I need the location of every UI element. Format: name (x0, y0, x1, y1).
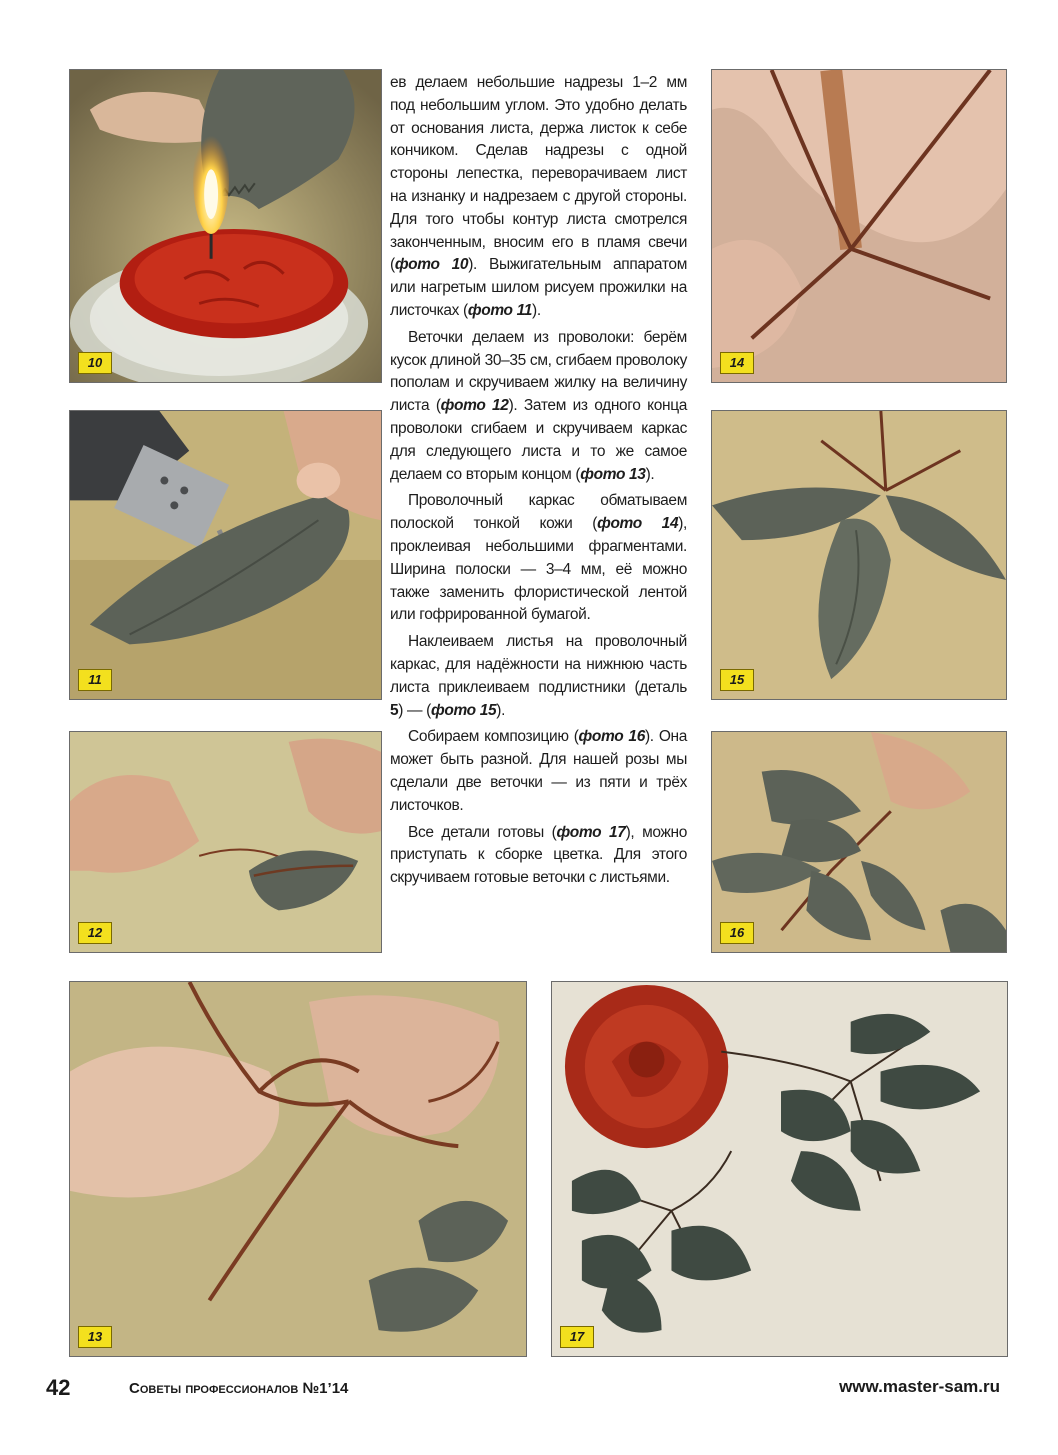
paragraph-5 (390, 726, 687, 817)
wire-frame-image (70, 982, 526, 1356)
wire-wrap-image (712, 70, 1006, 382)
photo-15 (711, 410, 1007, 700)
photo-13 (69, 981, 527, 1357)
text-run: ). Затем из одного конца проволоки сгибаем и скручиваем каркас для следующего листа и то же самое делаем со вторым концом ( (390, 397, 687, 483)
photo-12 (69, 731, 382, 953)
text-run: ). (496, 701, 506, 719)
paragraph-4 (390, 631, 687, 722)
branch-composition-image (712, 732, 1006, 952)
article-text (390, 72, 687, 894)
photo-number-badge: 16 (720, 922, 754, 944)
paragraph-1 (390, 72, 687, 323)
photo-number-badge: 15 (720, 669, 754, 691)
photo-16 (711, 731, 1007, 953)
photo-11 (69, 410, 382, 700)
photo-number-badge: 12 (78, 922, 112, 944)
photo-number-badge: 10 (78, 352, 112, 374)
burner-leaf-image (70, 411, 381, 699)
photo-number-badge: 14 (720, 352, 754, 374)
photo-ref: фото 11 (467, 301, 533, 319)
page-number: 42 (46, 1375, 71, 1400)
photo-ref: фото 14 (597, 515, 679, 533)
photo-number-badge: 13 (78, 1326, 112, 1348)
text-run: Проволочный каркас обматываем полоской тонкой кожи ( (390, 492, 687, 533)
leaves-on-wire-image (712, 411, 1006, 699)
website-url[interactable]: www.master-sam.ru (839, 1377, 1000, 1396)
photo-ref: фото 15 (430, 701, 497, 719)
text-run: Собираем композицию ( (408, 728, 579, 746)
detail-ref: 5 (390, 701, 399, 719)
rose-and-branches-image (552, 982, 1007, 1356)
text-run: ). Выжигательным аппаратом или нагретым шилом рисуем прожилки на листочках ( (390, 256, 687, 319)
text-run: Все детали готовы ( (408, 823, 557, 841)
text-run: ). (532, 301, 541, 319)
photo-ref: фото 12 (440, 397, 509, 415)
photo-ref: фото 10 (394, 256, 469, 274)
paragraph-2 (390, 327, 687, 487)
photo-14 (711, 69, 1007, 383)
text-run: Наклеиваем листья на проволочный каркас, для надёжности на нижнюю часть листа приклеиваем подлистники (деталь (390, 633, 687, 696)
wire-leaf-image (70, 732, 381, 952)
photo-ref: фото 13 (580, 465, 646, 483)
paragraph-3 (390, 490, 687, 627)
text-run: ) — ( (398, 701, 431, 719)
photo-ref: фото 16 (578, 728, 645, 746)
text-run: ев делаем небольшие надрезы 1–2 мм под небольшим углом. Это удобно делать от основания листа, держа листок к себе кончиком. Сделав надрезы с одной стороны лепестка, переворачиваем лист на изнанку и надрезаем с другой стороны. Для того чтобы контур листа смотрелся законченным, вносим его в пламя свечи ( (390, 74, 687, 274)
text-run: ). Она может быть разной. Для нашей розы мы сделали две веточки — из пяти и трёх листочков. (390, 728, 688, 814)
text-run: Веточки делаем из проволоки: берём кусок длиной 30–35 см, сгибаем проволоку пополам и скручиваем жилку на величину листа ( (390, 328, 687, 415)
photo-ref: фото 17 (556, 823, 626, 841)
text-run: ). (645, 465, 655, 483)
text-run: ), можно приступать к сборке цветка. Для этого скручиваем готовые веточки с листьями. (390, 823, 687, 887)
text-run: ), проклеивая небольшими фрагментами. Ширина полоски — 3–4 мм, её можно также заменить флористической лентой или гофрированной бумагой. (390, 515, 687, 624)
magazine-issue: Советы профессионалов №1’14 (129, 1380, 349, 1397)
photo-number-badge: 17 (560, 1326, 594, 1348)
photo-number-badge: 11 (78, 669, 112, 691)
photo-10 (69, 69, 382, 383)
candle-leaf-image (70, 70, 381, 382)
paragraph-6 (390, 822, 687, 890)
photo-17 (551, 981, 1008, 1357)
